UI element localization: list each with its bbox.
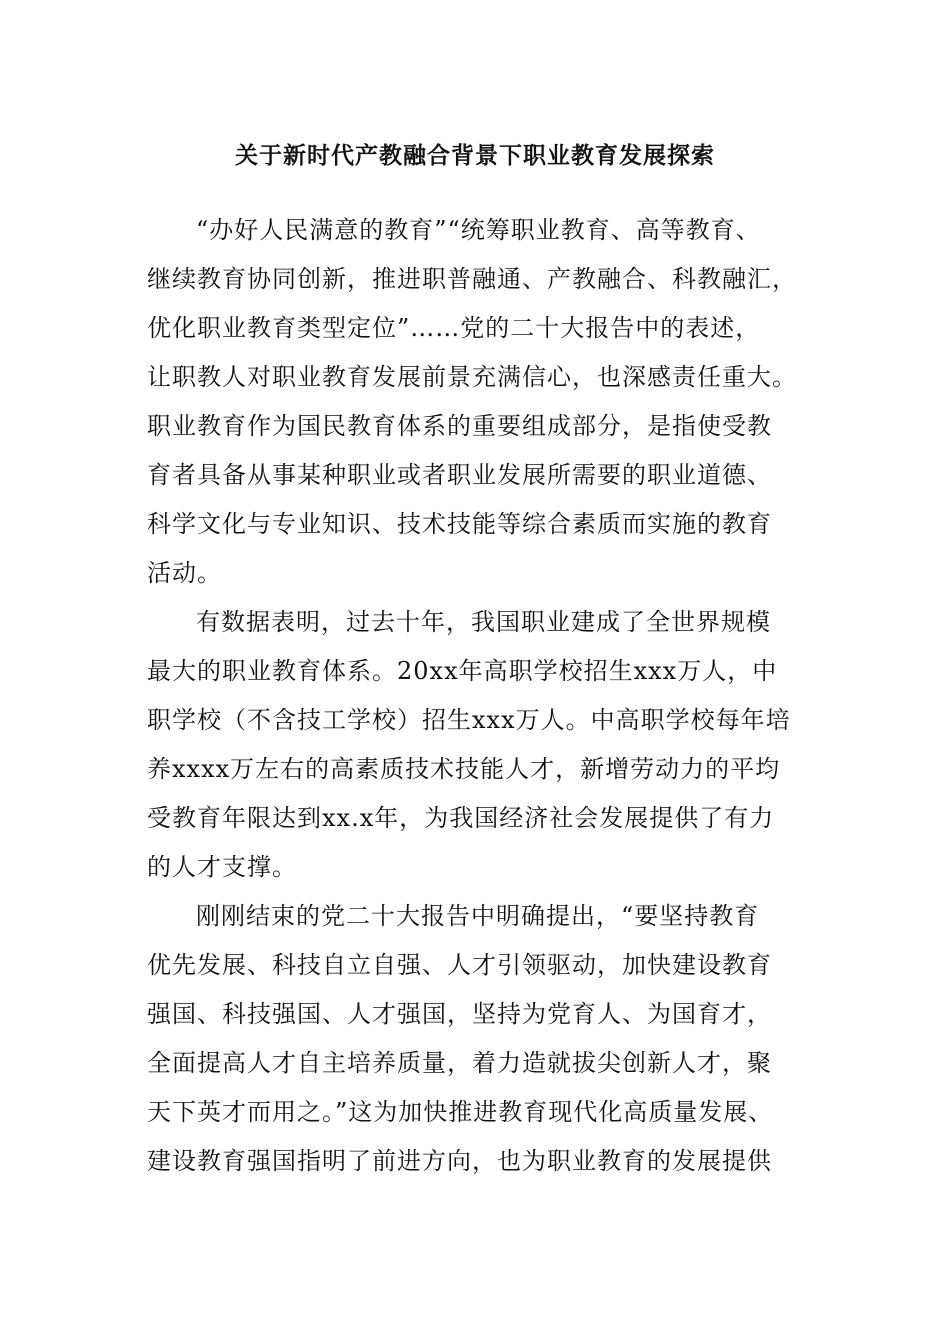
paragraph-1 bbox=[147, 206, 807, 598]
paragraph-3 bbox=[147, 892, 807, 1186]
text-line: 继续教育协同创新，推进职普融通、产教融合、科教融汇， bbox=[147, 265, 797, 293]
text-line: 养xxxx万左右的高素质技术技能人才，新增劳动力的平均 bbox=[147, 755, 781, 783]
text-line: 科学文化与专业知识、技术技能等综合素质而实施的教育 bbox=[147, 510, 772, 538]
paragraph-2 bbox=[147, 598, 807, 892]
text-line: 活动。 bbox=[147, 559, 222, 587]
text-line: 的人才支撑。 bbox=[147, 853, 297, 881]
document-body bbox=[147, 206, 807, 1186]
text-line: 职学校（不含技工学校）招生xxx万人。中高职学校每年培 bbox=[147, 706, 791, 734]
text-line: 优先发展、科技自立自强、人才引领驱动，加快建设教育 bbox=[147, 951, 772, 979]
text-line: 受教育年限达到xx.x年，为我国经济社会发展提供了有力 bbox=[147, 804, 775, 832]
document-title: 关于新时代产教融合背景下职业教育发展探索 bbox=[235, 142, 715, 169]
text-line: 刚刚结束的党二十大报告中明确提出，“要坚持教育 bbox=[196, 902, 760, 930]
text-line: 天下英才而用之。”这为加快推进教育现代化高质量发展、 bbox=[147, 1098, 774, 1126]
text-line: “办好人民满意的教育”“统筹职业教育、高等教育、 bbox=[196, 216, 761, 244]
text-line: 最大的职业教育体系。20xx年高职学校招生xxx万人，中 bbox=[147, 657, 778, 685]
text-line: 建设教育强国指明了前进方向，也为职业教育的发展提供 bbox=[147, 1147, 772, 1175]
text-line: 全面提高人才自主培养质量，着力造就拔尖创新人才，聚 bbox=[147, 1049, 772, 1077]
text-line: 职业教育作为国民教育体系的重要组成部分，是指使受教 bbox=[147, 412, 772, 440]
text-line: 让职教人对职业教育发展前景充满信心，也深感责任重大。 bbox=[147, 363, 797, 391]
text-line: 强国、科技强国、人才强国，坚持为党育人、为国育才， bbox=[147, 1000, 772, 1028]
text-line: 育者具备从事某种职业或者职业发展所需要的职业道德、 bbox=[147, 461, 772, 489]
text-line: 优化职业教育类型定位”……党的二十大报告中的表述， bbox=[147, 314, 761, 342]
text-line: 有数据表明，过去十年，我国职业建成了全世界规模 bbox=[196, 608, 771, 636]
